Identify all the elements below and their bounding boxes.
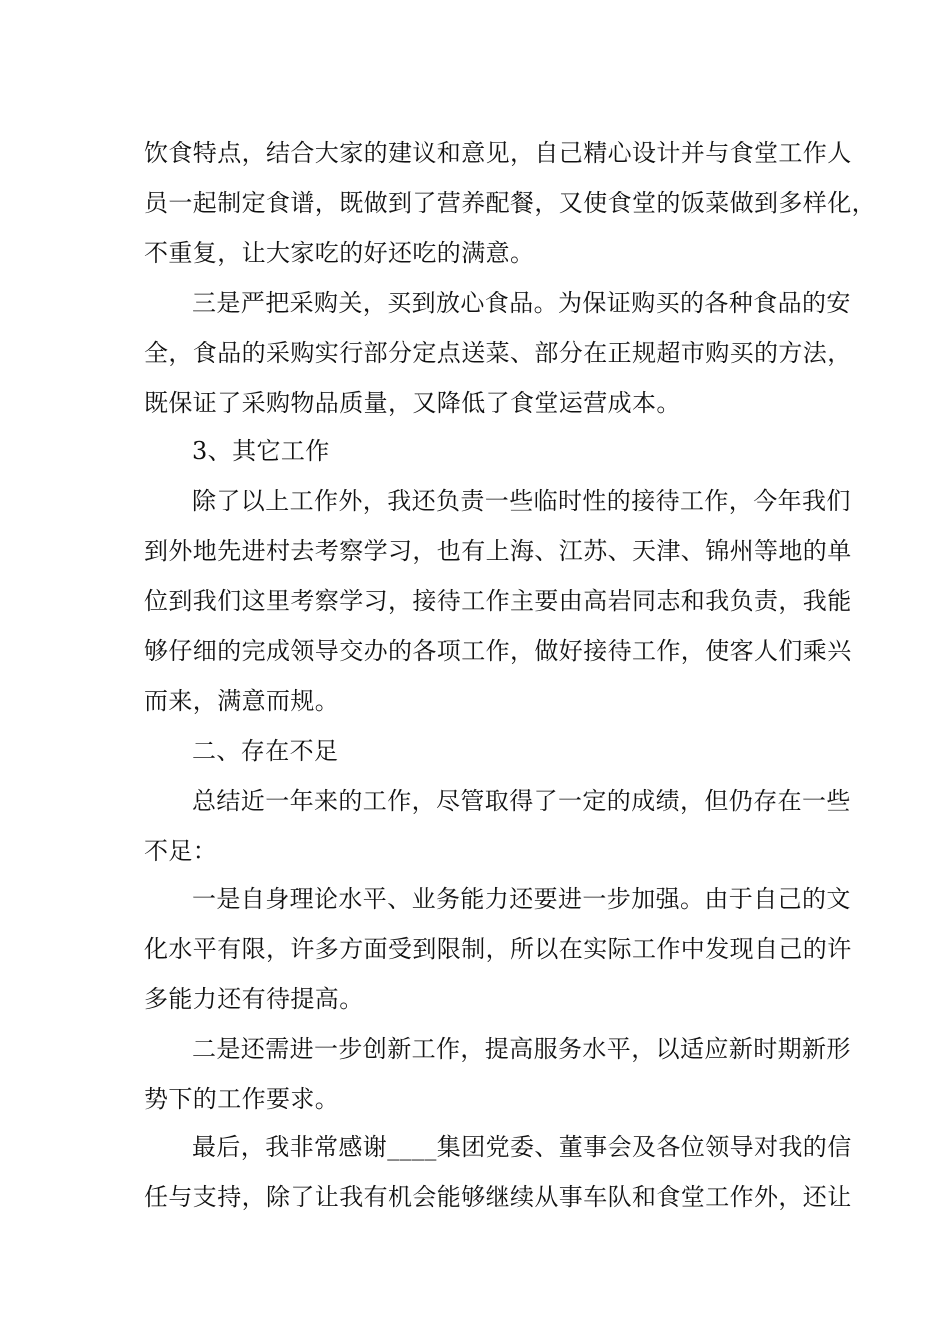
text-line: 既保证了采购物品质量，又降低了食堂运营成本。 (144, 389, 681, 417)
section-heading: 二、存在不足 (192, 737, 339, 765)
text-line: 不足： (144, 837, 218, 865)
text-line: 三是严把采购关，买到放心食品。为保证购买的各种食品的安 (192, 289, 851, 317)
text-line: 全，食品的采购实行部分定点送菜、部分在正规超市购买的方法， (144, 339, 852, 367)
text-line: 势下的工作要求。 (144, 1085, 340, 1113)
text-line: 总结近一年来的工作，尽管取得了一定的成绩，但仍存在一些 (192, 787, 851, 815)
text-line: 位到我们这里考察学习，接待工作主要由高岩同志和我负责，我能 (144, 587, 852, 615)
text-line: 二是还需进一步创新工作，提高服务水平，以适应新时期新形 (192, 1035, 851, 1063)
text-line: 除了以上工作外，我还负责一些临时性的接待工作，今年我们 (192, 487, 851, 515)
text-line: 员一起制定食谱，既做到了营养配餐，又使食堂的饭菜做到多样化， (144, 189, 876, 217)
text-line: 饮食特点，结合大家的建议和意见，自己精心设计并与食堂工作人 (144, 139, 852, 167)
text-line: 最后，我非常感谢____集团党委、董事会及各位领导对我的信 (192, 1133, 852, 1161)
text-line: 而来，满意而规。 (144, 687, 340, 715)
text-line: 到外地先进村去考察学习，也有上海、江苏、天津、锦州等地的单 (144, 537, 852, 565)
section-heading: 3、其它工作 (192, 437, 330, 465)
text-line: 多能力还有待提高。 (144, 985, 364, 1013)
text-line: 一是自身理论水平、业务能力还要进一步加强。由于自己的文 (192, 885, 851, 913)
text-line: 不重复，让大家吃的好还吃的满意。 (144, 239, 535, 267)
text-line: 任与支持，除了让我有机会能够继续从事车队和食堂工作外，还让 (144, 1183, 852, 1211)
text-line: 够仔细的完成领导交办的各项工作，做好接待工作，使客人们乘兴 (144, 637, 852, 665)
text-line: 化水平有限，许多方面受到限制，所以在实际工作中发现自己的许 (144, 935, 852, 963)
